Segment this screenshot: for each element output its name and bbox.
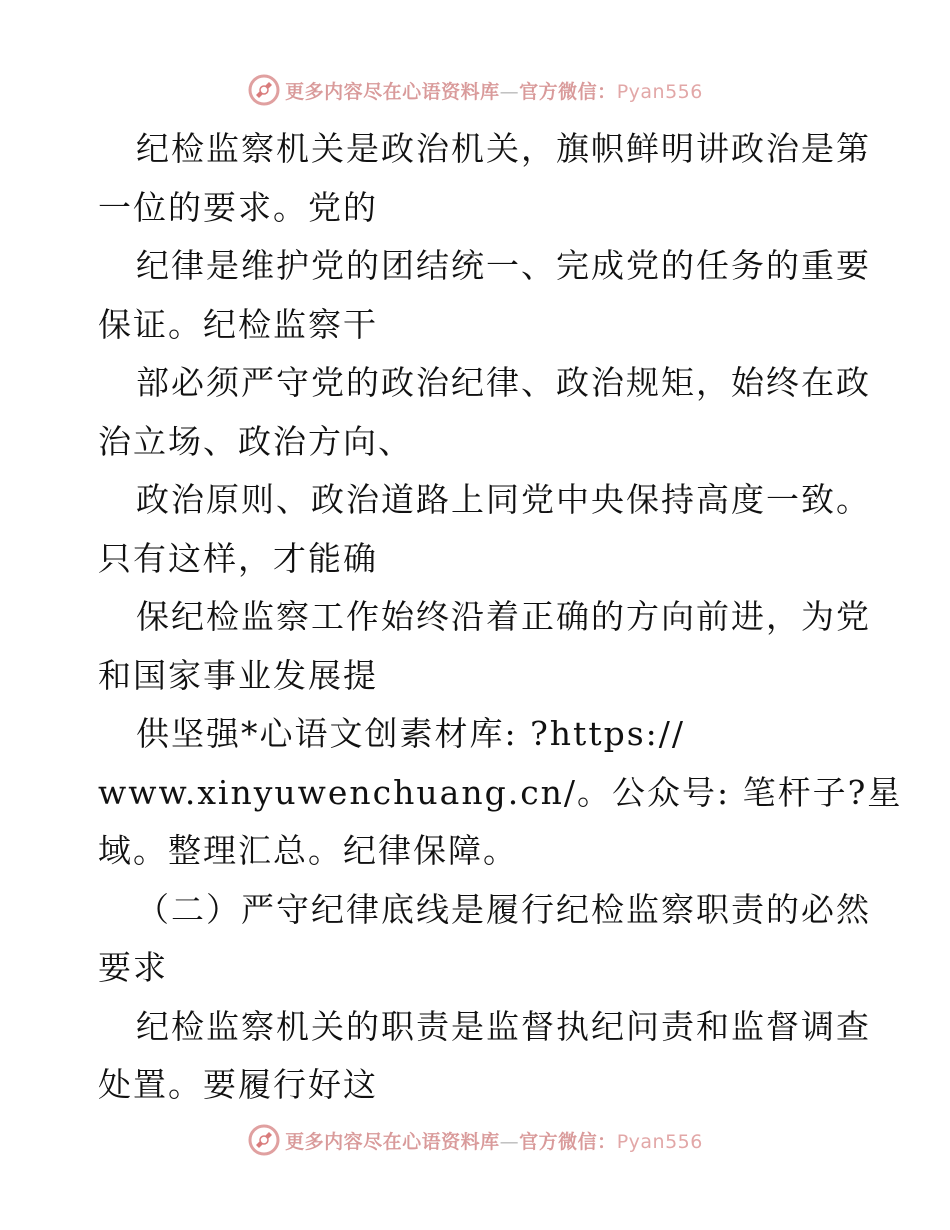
header-watermark xyxy=(0,70,950,110)
body-line: 部必须严守党的政治纪律、政治规矩，始终在政 xyxy=(136,363,871,402)
watermark-text xyxy=(285,1127,703,1154)
body-line: 只有这样，才能确 xyxy=(98,538,378,578)
watermark-dash: — xyxy=(499,80,520,103)
watermark-account: Pyan556 xyxy=(616,1130,703,1153)
watermark-prefix: 更多内容尽在心语资料库 xyxy=(285,1130,500,1153)
watermark-dash: — xyxy=(499,1130,520,1153)
pen-logo-icon xyxy=(247,73,281,107)
watermark-account: Pyan556 xyxy=(616,80,703,103)
body-line: 一位的要求。党的 xyxy=(98,187,378,227)
body-line: 治立场、政治方向、 xyxy=(98,421,413,461)
pen-logo-icon xyxy=(247,1123,281,1157)
body-line: 要求 xyxy=(98,948,168,987)
body-line: 纪检监察机关的职责是监督执纪问责和监督调查 xyxy=(136,1006,871,1046)
body-line: 保纪检监察工作始终沿着正确的方向前进，为党 xyxy=(136,597,871,636)
watermark-prefix: 更多内容尽在心语资料库 xyxy=(285,80,500,103)
body-line: www.xinyuwenchuang.cn/。公众号: 笔杆子?星 xyxy=(98,772,903,812)
body-line: 纪检监察机关是政治机关，旗帜鲜明讲政治是第 xyxy=(136,129,871,168)
body-line: 处置。要履行好这 xyxy=(98,1065,378,1104)
body-line: 纪律是维护党的团结统一、完成党的任务的重要 xyxy=(136,246,871,285)
document-body xyxy=(98,120,903,1115)
watermark-text xyxy=(285,77,703,104)
body-line: 保证。纪检监察干 xyxy=(98,304,378,344)
body-line: 供坚强*心语文创素材库: ?https:// xyxy=(136,714,685,753)
body-line: 和国家事业发展提 xyxy=(98,655,378,695)
watermark-middle: 官方微信： xyxy=(519,1130,617,1153)
footer-watermark xyxy=(0,1120,950,1160)
body-line: 政治原则、政治道路上同党中央保持高度一致。 xyxy=(136,480,871,519)
body-line: （二）严守纪律底线是履行纪检监察职责的必然 xyxy=(136,889,871,929)
body-line: 域。整理汇总。纪律保障。 xyxy=(98,831,518,870)
watermark-middle: 官方微信： xyxy=(519,80,617,103)
